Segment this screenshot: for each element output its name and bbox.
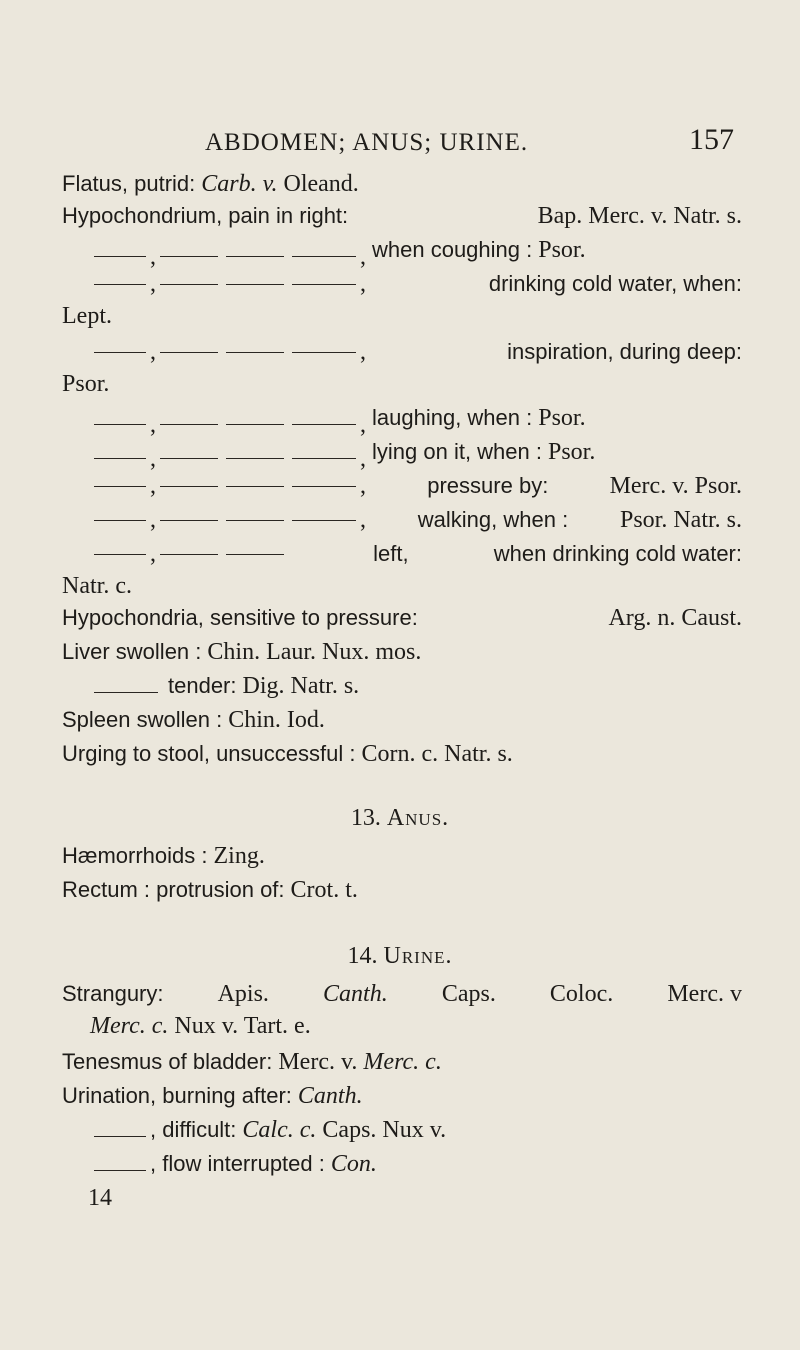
ditto-dashes: , , [90, 468, 366, 504]
ditto-dashes: , , [90, 407, 366, 443]
ditto-dashes: , , [90, 334, 366, 370]
entry-tender: tender: Dig. Natr. s. [90, 668, 742, 704]
signature-mark: 14 [88, 1185, 112, 1211]
entry-coughing: , , when coughing : Psor. [90, 232, 742, 268]
entry-urging: Urging to stool, unsuccessful : Corn. c. Natr. s. [62, 741, 513, 767]
entry-tenesmus: Tenesmus of bladder: Merc. v. Merc. c. [62, 1049, 442, 1075]
ditto-dashes [90, 692, 162, 693]
entry-urination-burning: Urination, burning after: Canth. [62, 1083, 363, 1109]
entry-drinking: , , drinking cold water, when: [90, 266, 742, 302]
ditto-dashes: , , [90, 239, 366, 275]
entry-difficult: , difficult: Calc. c. Caps. Nux v. [90, 1112, 742, 1148]
ditto-dashes: , , [90, 441, 366, 477]
entry-inspiration: , , inspiration, during deep: [90, 334, 742, 370]
entry-laughing: , , laughing, when : Psor. [90, 400, 742, 436]
entry-rectum: Rectum : protrusion of: Crot. t. [62, 877, 358, 903]
entry-spleen: Spleen swollen : Chin. Iod. [62, 707, 325, 733]
entry-flatus: Flatus, putrid: Carb. v. Oleand. [62, 171, 359, 197]
entry-walking: , , walking, when : Psor. Natr. s. [90, 502, 742, 538]
ditto-dashes: , , [90, 266, 366, 302]
ditto-dashes: , , [90, 502, 366, 538]
ditto-dashes [90, 1136, 150, 1137]
entry-pressure: , , pressure by: Merc. v. Psor. [90, 468, 742, 504]
page-number: 157 [689, 123, 734, 156]
ditto-dashes: , [90, 536, 288, 572]
entry-lying: , , lying on it, when : Psor. [90, 434, 742, 470]
entry-haemorrhoids: Hæmorrhoids : Zing. [62, 843, 265, 869]
entry-left-cont: Natr. c. [62, 573, 132, 599]
entry-inspiration-cont: Psor. [62, 371, 110, 397]
entry-flow-interrupted: , flow interrupted : Con. [90, 1146, 742, 1182]
section-heading-anus: 13. Anus. [350, 805, 450, 831]
ditto-dashes [90, 1170, 150, 1171]
entry-hypochondrium-right: Hypochondrium, pain in right: Bap. Merc. v. Natr. s. [62, 203, 742, 229]
entry-hypochondria: Hypochondria, sensitive to pressure: Arg. n. Caust. [62, 605, 742, 631]
running-title: ABDOMEN; ANUS; URINE. [205, 129, 529, 156]
entry-strangury: Strangury: Apis. Canth. Caps. Coloc. Merc. v [62, 981, 742, 1007]
entry-drinking-cont: Lept. [62, 303, 112, 329]
entry-strangury-cont: Merc. c. Nux v. Tart. e. [90, 1013, 311, 1039]
entry-liver: Liver swollen : Chin. Laur. Nux. mos. [62, 639, 422, 665]
entry-left: , left, when drinking cold water: [90, 536, 742, 572]
section-heading-urine: 14. Urine. [347, 943, 453, 969]
